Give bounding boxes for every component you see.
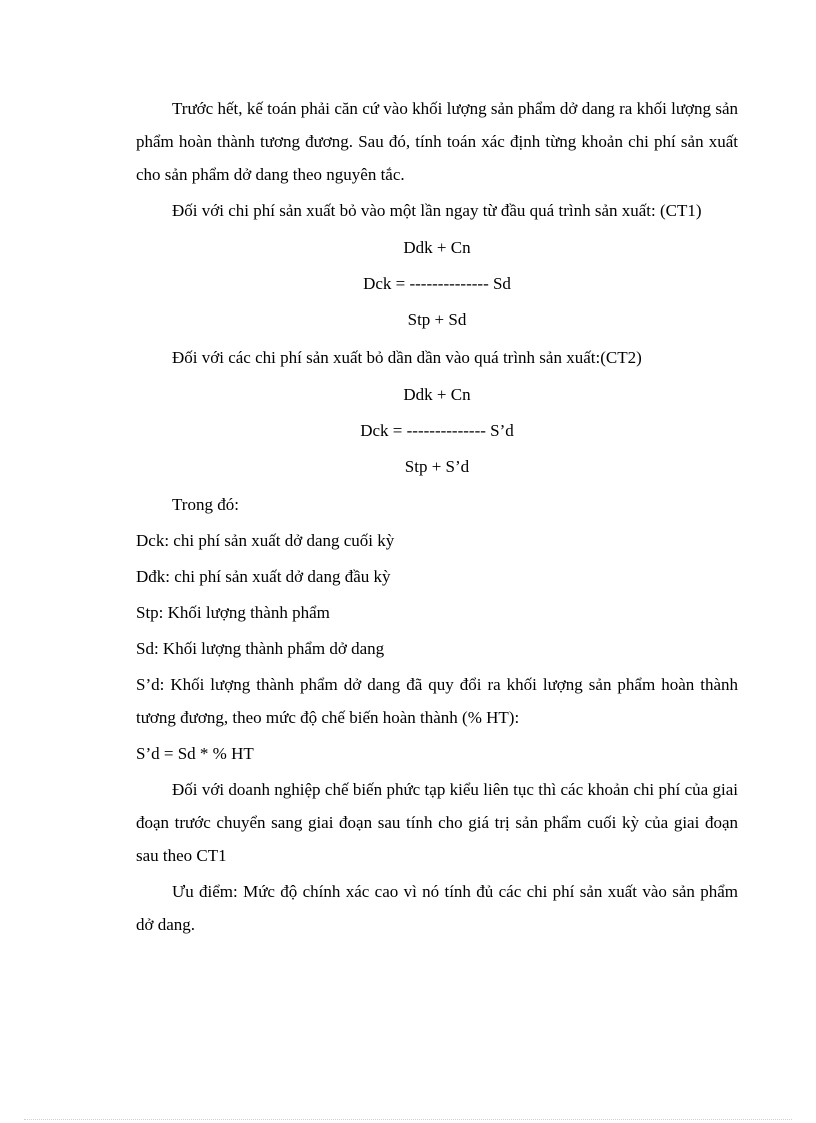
formula-ct2-denominator: Stp + S’d [404, 457, 470, 476]
formula-ct1 [136, 230, 738, 338]
definition-ddk: Dđk: chi phí sản xuất dở dang đầu kỳ [136, 567, 391, 586]
formula-ct2-numerator: Ddk + Cn [403, 385, 471, 404]
formula-ct2 [136, 377, 738, 485]
definition-dck: Dck: chi phí sản xuất dở dang cuối kỳ [136, 531, 395, 550]
document-page [136, 92, 738, 944]
paragraph-where: Trong đó: [172, 495, 239, 514]
paragraph-continuous-processing: Đối với doanh nghiệp chế biến phức tạp kiểu liên tục thì các khoản chi phí của giai đoạn trước chuyển sang giai đoạn sau tính cho giá trị sản phẩm cuối kỳ của giai đoạn sau theo CT1 [136, 780, 738, 865]
formula-s-prime-d: S’d = Sd * % HT [136, 744, 254, 763]
formula-ct1-denominator: Stp + Sd [407, 310, 467, 329]
paragraph-ct2-intro: Đối với các chi phí sản xuất bỏ dần dần vào quá trình sản xuất:(CT2) [172, 348, 642, 367]
definition-s-prime-d: S’d: Khối lượng thành phẩm dở dang đã quy đổi ra khối lượng sản phẩm hoàn thành tương đương, theo mức độ chế biến hoàn thành (% HT): [136, 675, 738, 727]
definition-stp: Stp: Khối lượng thành phẩm [136, 603, 330, 622]
formula-ct1-equation: Dck = -------------- Sd [363, 274, 511, 293]
paragraph-ct1-intro: Đối với chi phí sản xuất bỏ vào một lần ngay từ đầu quá trình sản xuất: (CT1) [172, 201, 702, 220]
formula-ct2-equation: Dck = -------------- S’d [360, 421, 514, 440]
paragraph-advantage: Ưu điểm: Mức độ chính xác cao vì nó tính đủ các chi phí sản xuất vào sản phẩm dở dang. [136, 882, 738, 934]
formula-ct1-numerator: Ddk + Cn [403, 238, 471, 257]
definition-sd: Sd: Khối lượng thành phẩm dở dang [136, 639, 385, 658]
page-bottom-border [24, 1119, 792, 1120]
paragraph-intro: Trước hết, kế toán phải căn cứ vào khối lượng sản phẩm dở dang ra khối lượng sản phẩm hoàn thành tương đương. Sau đó, tính toán xác định từng khoản chi phí sản xuất cho sản phẩm dở dang theo nguyên tắc. [136, 99, 738, 184]
